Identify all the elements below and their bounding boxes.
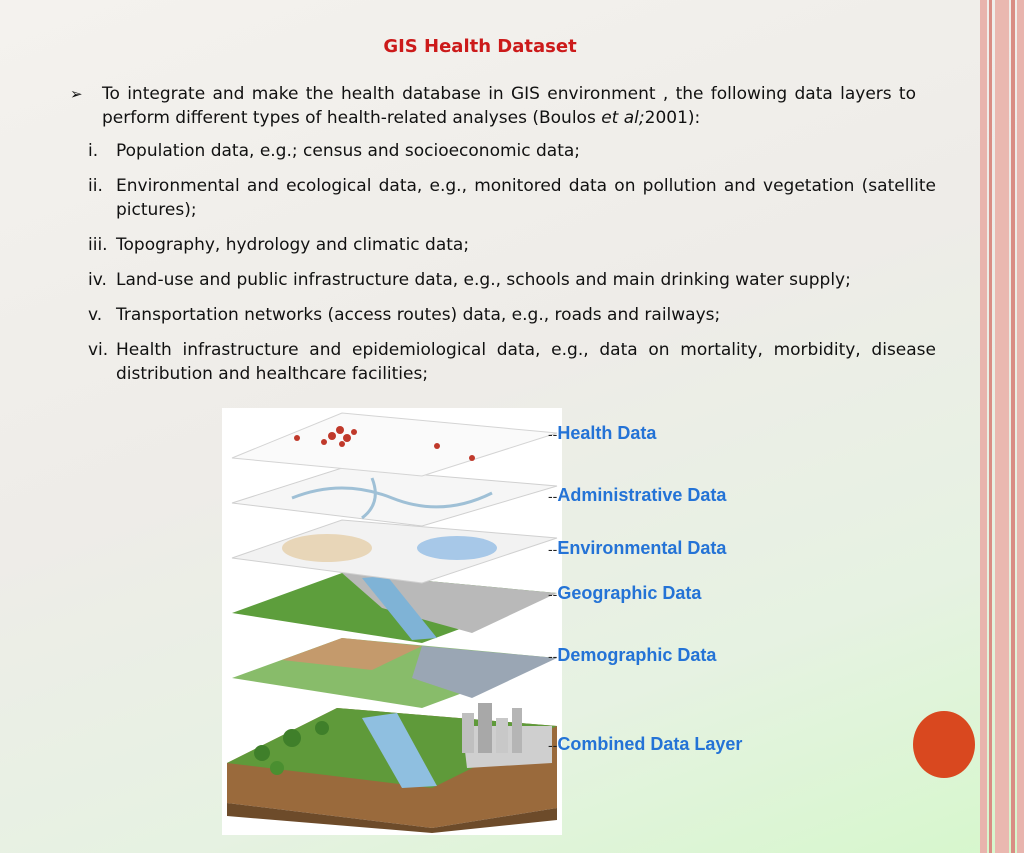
list-item: i. Population data, e.g.; census and socioeconomic data; xyxy=(88,141,581,161)
layer-label-health: --Health Data xyxy=(548,423,657,443)
data-layer-list xyxy=(88,139,936,386)
list-item: vi. Health infrastructure and epidemiological data, e.g., data on mortality, morbidity, disease distribution and healthcare facilities; xyxy=(88,340,936,384)
list-item: iv. Land-use and public infrastructure data, e.g., schools and main drinking water supply; xyxy=(88,270,851,290)
slide-body xyxy=(70,82,936,397)
layer-label-demographic: --Demographic Data xyxy=(548,645,717,665)
decorative-circle xyxy=(913,711,975,778)
intro-bullet xyxy=(70,82,936,130)
layer-label-combined: --Combined Data Layer xyxy=(548,734,743,754)
intro-text: To integrate and make the health database in GIS environment , the following data layers toperform different types of health-related analyses (Boulos et al;2001): xyxy=(102,84,916,128)
gis-layers-illustration xyxy=(222,408,562,835)
layer-label-environmental: --Environmental Data xyxy=(548,538,727,558)
list-item: ii. Environmental and ecological data, e.g., monitored data on pollution and vegetation (satellite pictures); xyxy=(88,176,936,220)
layer-label-administrative: --Administrative Data xyxy=(548,485,727,505)
arrow-bullet-icon: ➢ xyxy=(70,85,83,103)
list-item: iii. Topography, hydrology and climatic data; xyxy=(88,235,470,255)
slide-title: GIS Health Dataset xyxy=(383,36,577,57)
layer-label-geographic: --Geographic Data xyxy=(548,583,702,603)
list-item: v. Transportation networks (access routes) data, e.g., roads and railways; xyxy=(88,305,721,325)
right-border-stripes xyxy=(980,0,1024,853)
